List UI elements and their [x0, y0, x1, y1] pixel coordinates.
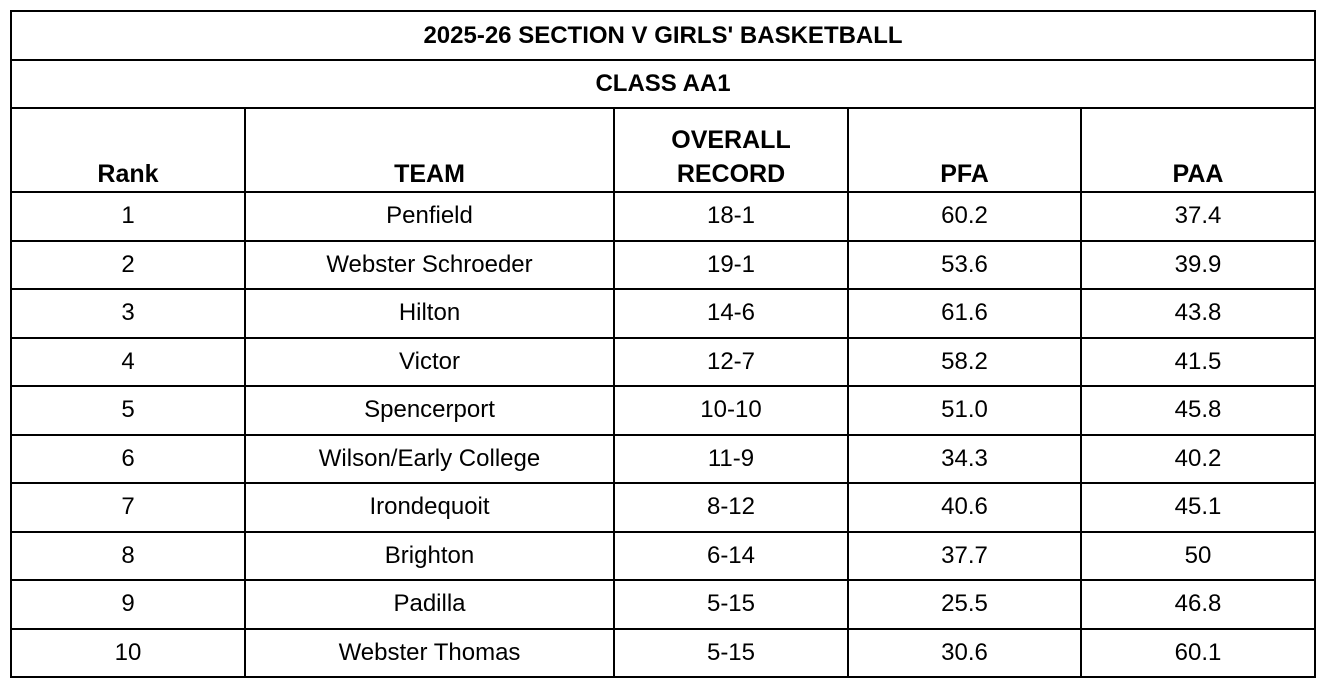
rank-cell: 2: [11, 241, 245, 290]
pfa-cell: 30.6: [848, 629, 1081, 678]
team-cell: Spencerport: [245, 386, 614, 435]
class-row: [11, 60, 1315, 108]
table-row: [11, 386, 1315, 435]
pfa-cell: 53.6: [848, 241, 1081, 290]
team-cell: Webster Thomas: [245, 629, 614, 678]
paa-cell: 60.1: [1081, 629, 1315, 678]
pfa-cell: 25.5: [848, 580, 1081, 629]
rank-cell: 9: [11, 580, 245, 629]
standings-table: [10, 10, 1316, 678]
team-cell: Hilton: [245, 289, 614, 338]
table-title: 2025-26 SECTION V GIRLS' BASKETBALL: [11, 11, 1315, 60]
table-row: [11, 532, 1315, 581]
table-row: [11, 241, 1315, 290]
paa-cell: 39.9: [1081, 241, 1315, 290]
pfa-header: PFA: [848, 108, 1081, 192]
paa-cell: 50: [1081, 532, 1315, 581]
team-cell: Webster Schroeder: [245, 241, 614, 290]
record-header-line2: RECORD: [676, 160, 786, 188]
team-cell: Brighton: [245, 532, 614, 581]
table-row: [11, 192, 1315, 241]
team-cell: Wilson/Early College: [245, 435, 614, 484]
paa-header: PAA: [1081, 108, 1315, 192]
rank-cell: 6: [11, 435, 245, 484]
record-header-line1: OVERALL: [671, 126, 791, 154]
table-row: [11, 289, 1315, 338]
record-cell: 14-6: [614, 289, 848, 338]
record-cell: 19-1: [614, 241, 848, 290]
pfa-cell: 40.6: [848, 483, 1081, 532]
table-row: [11, 483, 1315, 532]
paa-cell: 46.8: [1081, 580, 1315, 629]
column-header-row: [11, 108, 1315, 192]
record-cell: 12-7: [614, 338, 848, 387]
rank-header: Rank: [11, 108, 245, 192]
team-cell: Padilla: [245, 580, 614, 629]
record-cell: 6-14: [614, 532, 848, 581]
pfa-cell: 51.0: [848, 386, 1081, 435]
class-label: CLASS AA1: [11, 60, 1315, 108]
paa-cell: 45.8: [1081, 386, 1315, 435]
rank-cell: 10: [11, 629, 245, 678]
paa-cell: 37.4: [1081, 192, 1315, 241]
team-cell: Penfield: [245, 192, 614, 241]
record-cell: 5-15: [614, 629, 848, 678]
rank-cell: 8: [11, 532, 245, 581]
record-cell: 18-1: [614, 192, 848, 241]
table-row: [11, 629, 1315, 678]
paa-cell: 43.8: [1081, 289, 1315, 338]
paa-cell: 40.2: [1081, 435, 1315, 484]
pfa-cell: 37.7: [848, 532, 1081, 581]
team-header: TEAM: [245, 108, 614, 192]
record-cell: 11-9: [614, 435, 848, 484]
paa-cell: 41.5: [1081, 338, 1315, 387]
team-cell: Irondequoit: [245, 483, 614, 532]
paa-cell: 45.1: [1081, 483, 1315, 532]
pfa-cell: 61.6: [848, 289, 1081, 338]
record-cell: 5-15: [614, 580, 848, 629]
pfa-cell: 60.2: [848, 192, 1081, 241]
title-row: [11, 11, 1315, 60]
pfa-cell: 34.3: [848, 435, 1081, 484]
rank-cell: 7: [11, 483, 245, 532]
rank-cell: 1: [11, 192, 245, 241]
team-cell: Victor: [245, 338, 614, 387]
overall-record-header: [614, 108, 848, 192]
rank-cell: 5: [11, 386, 245, 435]
rank-cell: 3: [11, 289, 245, 338]
rank-cell: 4: [11, 338, 245, 387]
record-cell: 10-10: [614, 386, 848, 435]
record-cell: 8-12: [614, 483, 848, 532]
table-row: [11, 580, 1315, 629]
table-row: [11, 338, 1315, 387]
table-row: [11, 435, 1315, 484]
pfa-cell: 58.2: [848, 338, 1081, 387]
